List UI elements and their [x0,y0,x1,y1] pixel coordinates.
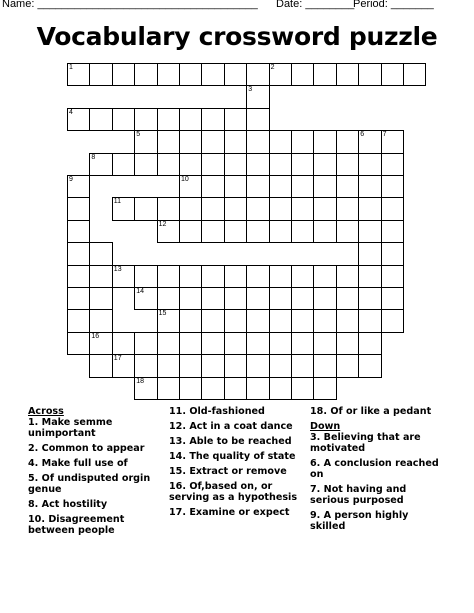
grid-cell[interactable] [157,130,180,153]
grid-cell[interactable] [269,309,292,332]
grid-cell[interactable] [201,377,224,400]
cell-number: 16 [91,332,100,340]
grid-cell[interactable] [291,309,314,332]
grid-cell[interactable] [224,108,247,131]
grid-cell[interactable] [201,309,224,332]
grid-cell[interactable] [313,63,336,86]
grid-cell[interactable] [157,309,180,332]
grid-cell[interactable] [179,287,202,310]
grid-cell[interactable] [134,197,157,220]
grid-cell[interactable] [179,309,202,332]
grid-cell[interactable] [381,130,404,153]
cell-number: 11 [113,198,122,206]
grid-cell[interactable] [336,265,359,288]
grid-cell[interactable] [403,63,426,86]
grid-cell[interactable] [313,332,336,355]
grid-cell[interactable] [134,153,157,176]
grid-cell[interactable] [134,354,157,377]
grid-cell[interactable] [336,287,359,310]
grid-cell[interactable] [134,63,157,86]
grid-cell[interactable] [89,265,112,288]
clue-across-17: 17. Examine or expect [169,507,290,518]
grid-cell[interactable] [89,153,112,176]
grid-cell[interactable] [291,377,314,400]
clue-across-10: 10. Disagreement between people [28,514,125,536]
grid-cell[interactable] [157,354,180,377]
grid-cell[interactable] [112,265,135,288]
grid-cell[interactable] [246,354,269,377]
cell-number: 6 [360,131,365,139]
cell-number: 18 [136,377,144,385]
clue-across-8: 8. Act hostility [28,499,108,510]
grid-cell[interactable] [157,153,180,176]
grid-cell[interactable] [381,287,404,310]
grid-cell[interactable] [381,242,404,265]
grid-cell[interactable] [179,197,202,220]
clue-across-18: 18. Of or like a pedant [310,406,432,417]
cell-number: 3 [248,86,253,94]
grid-cell[interactable] [89,63,112,86]
grid-cell[interactable] [67,108,90,131]
grid-cell[interactable] [269,63,292,86]
clue-across-2: 2. Common to appear [28,443,145,454]
grid-cell[interactable] [67,265,90,288]
grid-cell[interactable] [358,332,381,355]
grid-cell[interactable] [358,242,381,265]
grid-cell[interactable] [269,130,292,153]
cell-number: 4 [69,108,73,116]
grid-cell[interactable] [246,63,269,86]
cell-number: 15 [158,310,167,318]
grid-cell[interactable] [201,287,224,310]
grid-cell[interactable] [201,197,224,220]
date-field[interactable]: Date: ________ [276,0,355,10]
grid-cell[interactable] [112,153,135,176]
clue-column-1 [28,406,164,540]
grid-cell[interactable] [89,242,112,265]
grid-cell[interactable] [179,175,202,198]
clue-across-12: 12. Act in a coat dance [169,421,293,432]
grid-cell[interactable] [246,197,269,220]
grid-cell[interactable] [291,63,314,86]
grid-cell[interactable] [336,309,359,332]
grid-cell[interactable] [201,153,224,176]
grid-cell[interactable] [179,130,202,153]
grid-cell[interactable] [224,153,247,176]
grid-cell[interactable] [336,130,359,153]
grid-cell[interactable] [246,287,269,310]
grid-cell[interactable] [246,309,269,332]
grid-cell[interactable] [336,354,359,377]
grid-cell[interactable] [291,175,314,198]
grid-cell[interactable] [179,265,202,288]
grid-cell[interactable] [224,332,247,355]
cell-number: 13 [113,265,122,273]
grid-cell[interactable] [224,130,247,153]
grid-cell[interactable] [336,63,359,86]
grid-cell[interactable] [157,220,180,243]
grid-cell[interactable] [224,175,247,198]
clue-across-5: 5. Of undisputed orgin genue [28,473,151,495]
grid-cell[interactable] [134,377,157,400]
grid-cell[interactable] [291,220,314,243]
clue-down-7: 7. Not having and serious purposed [310,484,407,506]
grid-cell[interactable] [291,130,314,153]
grid-cell[interactable] [358,309,381,332]
grid-cell[interactable] [358,130,381,153]
grid-cell[interactable] [358,153,381,176]
grid-cell[interactable] [179,108,202,131]
grid-cell[interactable] [269,332,292,355]
clue-across-13: 13. Able to be reached [169,436,292,447]
grid-cell[interactable] [179,63,202,86]
grid-cell[interactable] [134,265,157,288]
grid-cell[interactable] [381,309,404,332]
grid-cell[interactable] [157,332,180,355]
grid-cell[interactable] [381,197,404,220]
grid-cell[interactable] [381,175,404,198]
grid-cell[interactable] [269,287,292,310]
grid-cell[interactable] [157,287,180,310]
grid-cell[interactable] [291,354,314,377]
clue-across-4: 4. Make full use of [28,458,128,469]
grid-cell[interactable] [224,197,247,220]
clue-down-6: 6. A conclusion reached on [310,458,439,480]
grid-cell[interactable] [358,220,381,243]
clue-column-3 [310,406,445,536]
grid-cell[interactable] [224,265,247,288]
grid-cell[interactable] [313,287,336,310]
grid-cell[interactable] [313,197,336,220]
grid-cell[interactable] [201,354,224,377]
grid-cell[interactable] [179,377,202,400]
grid-cell[interactable] [291,197,314,220]
grid-cell[interactable] [157,377,180,400]
grid-cell[interactable] [201,265,224,288]
clue-across-14: 14. The quality of state [169,451,296,462]
grid-cell[interactable] [201,175,224,198]
grid-cell[interactable] [246,175,269,198]
grid-cell[interactable] [112,197,135,220]
grid-cell[interactable] [246,265,269,288]
grid-cell[interactable] [67,309,90,332]
clue-column-2 [169,406,307,522]
grid-cell[interactable] [381,153,404,176]
grid-cell[interactable] [313,309,336,332]
cell-number: 9 [69,176,73,183]
grid-cell[interactable] [179,220,202,243]
grid-cell[interactable] [269,153,292,176]
grid-cell[interactable] [336,332,359,355]
clue-across-11: 11. Old-fashioned [169,406,265,417]
grid-cell[interactable] [224,354,247,377]
period-field[interactable]: Period: _______ [353,0,434,10]
grid-cell[interactable] [246,85,269,108]
grid-cell[interactable] [67,175,90,198]
grid-cell[interactable] [246,377,269,400]
grid-cell[interactable] [89,108,112,131]
grid-cell[interactable] [112,332,135,355]
grid-cell[interactable] [246,220,269,243]
grid-cell[interactable] [67,63,90,86]
grid-cell[interactable] [179,354,202,377]
grid-cell[interactable] [291,287,314,310]
grid-cell[interactable] [179,332,202,355]
clue-across-15: 15. Extract or remove [169,466,287,477]
grid-cell[interactable] [224,220,247,243]
grid-cell[interactable] [381,63,404,86]
grid-cell[interactable] [201,220,224,243]
grid-cell[interactable] [246,153,269,176]
grid-cell[interactable] [313,175,336,198]
grid-cell[interactable] [358,197,381,220]
grid-cell[interactable] [112,63,135,86]
grid-cell[interactable] [67,197,90,220]
grid-cell[interactable] [201,108,224,131]
across-heading: Across [28,406,64,417]
grid-cell[interactable] [291,153,314,176]
grid-cell[interactable] [358,265,381,288]
grid-cell[interactable] [157,108,180,131]
grid-cell[interactable] [313,265,336,288]
grid-cell[interactable] [201,332,224,355]
grid-cell[interactable] [89,354,112,377]
grid-cell[interactable] [313,377,336,400]
grid-cell[interactable] [224,63,247,86]
cell-number: 1 [69,64,73,71]
grid-cell[interactable] [134,108,157,131]
grid-cell[interactable] [269,175,292,198]
grid-cell[interactable] [67,242,90,265]
cell-number: 5 [136,131,141,139]
grid-cell[interactable] [381,220,404,243]
grid-cell[interactable] [313,153,336,176]
grid-cell[interactable] [358,175,381,198]
grid-cell[interactable] [89,309,112,332]
cell-number: 17 [113,355,122,363]
grid-cell[interactable] [358,63,381,86]
grid-cell[interactable] [157,265,180,288]
clue-down-3: 3. Believing that are motivated [310,432,421,454]
grid-cell[interactable] [67,287,90,310]
grid-cell[interactable] [313,354,336,377]
clue-across-16: 16. Of,based on, or serving as a hypothesis [169,481,298,503]
grid-cell[interactable] [67,332,90,355]
grid-cell[interactable] [179,153,202,176]
grid-cell[interactable] [269,197,292,220]
clue-across-1: 1. Make semme unimportant [28,417,113,439]
cell-number: 14 [136,288,144,295]
grid-cell[interactable] [134,130,157,153]
grid-cell[interactable] [336,220,359,243]
grid-cell[interactable] [269,377,292,400]
cell-number: 8 [91,153,96,161]
cell-number: 10 [181,176,189,183]
grid-cell[interactable] [134,287,157,310]
grid-cell[interactable] [358,287,381,310]
grid-cell[interactable] [201,63,224,86]
grid-cell[interactable] [89,287,112,310]
grid-cell[interactable] [224,377,247,400]
cell-number: 7 [382,131,387,139]
grid-cell[interactable] [336,175,359,198]
grid-cell[interactable] [336,153,359,176]
grid-cell[interactable] [134,332,157,355]
grid-cell[interactable] [157,197,180,220]
clue-down-9: 9. A person highly skilled [310,510,409,532]
grid-cell[interactable] [67,220,90,243]
grid-cell[interactable] [291,265,314,288]
cell-number: 2 [270,64,275,71]
grid-cell[interactable] [358,354,381,377]
grid-cell[interactable] [269,220,292,243]
grid-cell[interactable] [336,197,359,220]
grid-cell[interactable] [112,354,135,377]
grid-cell[interactable] [381,265,404,288]
grid-cell[interactable] [224,287,247,310]
grid-cell[interactable] [246,332,269,355]
grid-cell[interactable] [313,130,336,153]
cell-number: 12 [158,220,167,228]
grid-cell[interactable] [201,130,224,153]
grid-cell[interactable] [112,108,135,131]
grid-cell[interactable] [291,332,314,355]
grid-cell[interactable] [269,354,292,377]
page-title: Vocabulary crossword puzzle [36,22,438,51]
grid-cell[interactable] [224,309,247,332]
grid-cell[interactable] [157,63,180,86]
down-heading: Down [310,421,341,432]
grid-cell[interactable] [313,220,336,243]
grid-cell[interactable] [246,130,269,153]
grid-cell[interactable] [246,108,269,131]
grid-cell[interactable] [269,265,292,288]
grid-cell[interactable] [89,332,112,355]
name-field[interactable]: Name: ____________________________________ [2,0,258,10]
